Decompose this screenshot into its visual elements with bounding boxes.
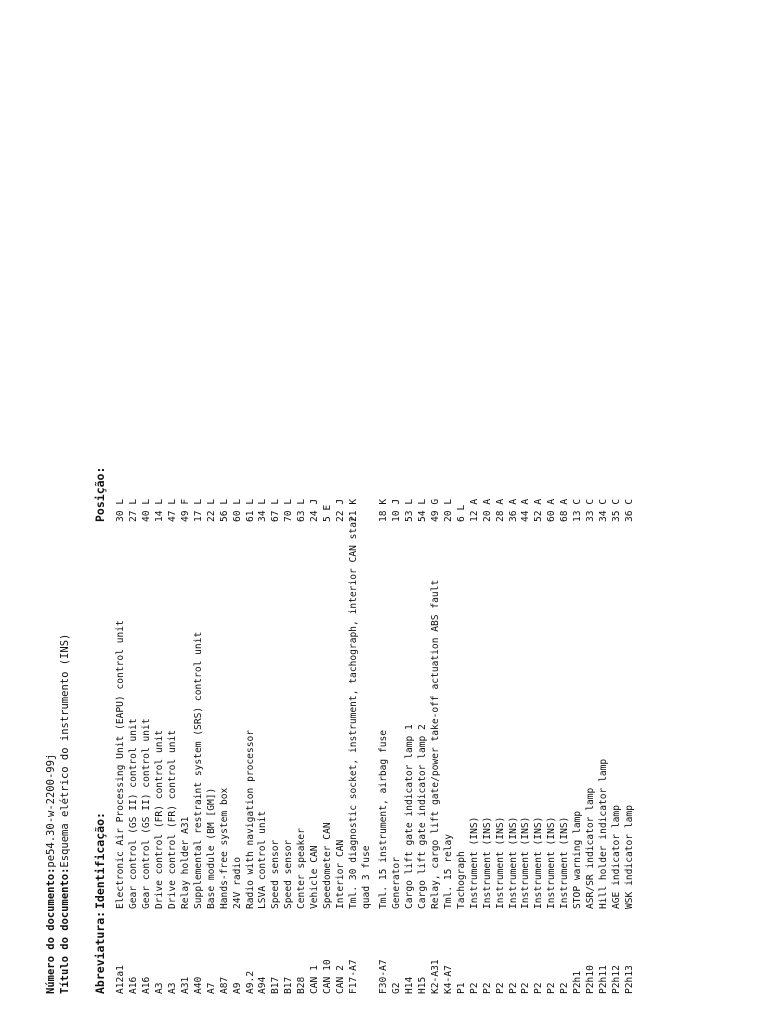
abbreviation-cell: P2h13 [624,965,636,994]
identification-cell: Instrument (INS) [546,816,558,909]
table-row [295,0,308,1024]
identification-cell: Speedometer CAN [322,822,334,909]
position-cell: 67 L [270,498,282,522]
table-row [377,0,390,1024]
abbreviation-cell: A3 [166,982,178,994]
identification-cell: Radio with navigation processor [244,729,256,909]
position-cell: 61 L [244,498,256,522]
document-title-label: Título do documento: [59,867,71,994]
table-row [507,0,520,1024]
identification-cell: Instrument (INS) [468,816,480,909]
document-number-label: Número do documento: [45,867,57,994]
table-row [179,0,192,1024]
table-row [153,0,166,1024]
document-number [46,754,57,994]
identification-cell: Vehicle CAN [309,845,321,909]
table-row [623,0,636,1024]
position-cell: 40 L [140,498,152,522]
table-row [571,0,584,1024]
position-cell: 18 K [378,498,389,522]
table-row [256,0,269,1024]
abbreviation-cell: G2 [390,982,402,994]
identification-cell: Interior CAN [335,839,347,909]
table-row [597,0,610,1024]
table-row [244,0,257,1024]
position-cell: 34 L [257,498,269,522]
position-cell: 30 L [115,498,126,522]
table-row [494,0,507,1024]
abbreviation-cell: B17 [270,976,282,994]
position-cell: 21 K [348,498,360,522]
position-cell: 68 A [559,498,571,522]
abbreviation-cell: P2h11 [598,965,610,994]
identification-cell: LSVA control unit [257,810,269,909]
identification-cell: Instrument (INS) [481,816,493,909]
identification-cell: Drive control (FR) control unit [153,729,165,909]
position-cell: 6 L [455,504,467,522]
identification-cell: Generator [390,857,402,909]
table-row [114,0,127,1024]
table-row [519,0,532,1024]
position-cell: 27 L [127,498,139,522]
table-row [429,0,442,1024]
abbreviation-cell: A16 [140,976,152,994]
table-row [455,0,468,1024]
abbreviation-cell: A16 [127,976,139,994]
position-cell: 24 J [309,498,321,522]
abbreviation-cell: P2 [520,982,532,994]
abbreviation-cell: P1 [455,982,467,994]
identification-cell: Tml. 30 diagnostic socket, instrument, tachograph, interior CAN star [348,516,360,909]
table-row [584,0,597,1024]
position-cell: 47 L [166,498,178,522]
identification-cell: Tml. 15 relay [442,833,454,909]
identification-cell: AGE indicator lamp [611,805,623,909]
abbreviation-cell: F17-A7 [348,959,360,994]
position-cell: 22 J [335,498,347,522]
identification-cell: STOP warning lamp [572,810,584,909]
abbreviation-cell: A12a1 [115,965,126,994]
position-cell: 60 A [546,498,558,522]
table-row [269,0,282,1024]
position-cell: 20 L [442,498,454,522]
identification-cell: Relay holder A31 [179,816,191,909]
identification-cell: quad 3 fuse [361,845,373,909]
abbreviation-cell: B28 [296,976,308,994]
position-cell: 22 L [205,498,217,522]
identification-cell: Speed sensor [270,839,282,909]
position-cell: 60 L [231,498,243,522]
table-row [390,0,403,1024]
table-row [321,0,334,1024]
identification-cell: Hill holder indicator lamp [598,758,610,909]
position-cell: 12 A [468,498,480,522]
abbreviation-cell: P2 [559,982,571,994]
document-number-value: pe54.30-w-2200-99j [45,753,57,868]
identification-column-header: Identificação: [93,812,107,909]
abbreviation-cell: A7 [205,982,217,994]
identification-cell: Hands-free system box [218,787,230,909]
abbreviation-cell: A3 [153,982,165,994]
abbreviation-cell: K2-A31 [429,959,441,994]
abbreviation-cell: K4-A7 [442,965,454,994]
abbreviation-cell: P2h10 [585,965,597,994]
table-row [360,0,373,1024]
identification-cell: Electronic Air Processing Unit (EAPU) control unit [115,620,126,909]
position-cell: 63 L [296,498,308,522]
abbreviation-cell: P2 [507,982,519,994]
identification-cell: Instrument (INS) [520,816,532,909]
table-row [481,0,494,1024]
table-row [308,0,321,1024]
abbreviation-cell: P2 [468,982,480,994]
position-cell: 20 A [481,498,493,522]
position-cell: 44 A [520,498,532,522]
position-cell: 56 L [218,498,230,522]
table-row [545,0,558,1024]
document-title [60,634,71,994]
position-column-header: Posição: [93,466,107,522]
abbreviation-cell: F30-A7 [378,959,389,994]
position-cell: 70 L [283,498,295,522]
abbreviation-cell: A9 [231,982,243,994]
table-row [416,0,429,1024]
table-row [442,0,455,1024]
table-row [558,0,571,1024]
table-row [468,0,481,1024]
abbreviation-cell: A40 [192,976,204,994]
identification-cell: Cargo lift gate indicator lamp 2 [416,724,428,909]
identification-cell: Speed sensor [283,839,295,909]
identification-cell: Cargo lift gate indicator lamp 1 [403,724,415,909]
table-row [127,0,140,1024]
abbreviation-cell: B17 [283,976,295,994]
abbreviation-cell: P2h12 [611,965,623,994]
identification-cell: 24V radio [231,857,243,909]
abbreviation-column-header: Abreviatura: [93,910,107,994]
abbreviation-cell: CAN 2 [335,965,347,994]
position-cell: 49 F [179,498,191,522]
abbreviation-cell: A31 [179,976,191,994]
abbreviation-cell: P2 [494,982,506,994]
position-cell: 17 L [192,498,204,522]
abbreviation-cell: A87 [218,976,230,994]
abbreviation-cell: H14 [403,976,415,994]
table-row [231,0,244,1024]
position-cell: 53 L [403,498,415,522]
identification-cell: ASR/SR indicator lamp [585,787,597,909]
table-row [347,0,360,1024]
identification-cell: Supplemental restraint system (SRS) control unit [192,631,204,909]
identification-cell: Drive control (FR) control unit [166,729,178,909]
position-cell: 35 C [611,498,623,522]
identification-cell: Tachograph [455,851,467,909]
position-cell: 10 J [390,498,402,522]
identification-cell: Tml. 15 instrument, airbag fuse [378,729,389,909]
table-row [532,0,545,1024]
abbreviation-cell: P2 [481,982,493,994]
identification-cell: Gear control (GS II) control unit [140,718,152,909]
identification-cell: Relay, cargo lift gate/power take-off actuation ABS fault [429,579,441,909]
position-cell: 52 A [533,498,545,522]
table-row [205,0,218,1024]
position-cell: 14 L [153,498,165,522]
position-cell: 28 A [494,498,506,522]
identification-cell: Instrument (INS) [559,816,571,909]
position-cell: 49 G [429,498,441,522]
table-row [166,0,179,1024]
position-cell: 33 C [585,498,597,522]
position-cell: 13 C [572,498,584,522]
abbreviation-cell: A9.2 [244,970,256,994]
table-row [140,0,153,1024]
table-row [192,0,205,1024]
position-cell: 36 C [624,498,636,522]
abbreviation-cell: A94 [257,976,269,994]
identification-cell: Center speaker [296,828,308,909]
identification-cell: WSK indicator lamp [624,805,636,909]
table-row [282,0,295,1024]
position-cell: 5 E [322,504,334,522]
document-title-value: Esquema elétrico do instrumento (INS) [59,633,71,868]
abbreviation-cell: CAN 10 [322,959,334,994]
abbreviation-cell: H15 [416,976,428,994]
abbreviation-cell: CAN 1 [309,965,321,994]
identification-cell: Instrument (INS) [494,816,506,909]
table-row [334,0,347,1024]
position-cell: 34 C [598,498,610,522]
identification-cell: Gear control (GS II) control unit [127,718,139,909]
position-cell: 36 A [507,498,519,522]
abbreviation-cell: P2h1 [572,970,584,994]
identification-cell: Instrument (INS) [507,816,519,909]
table-row [610,0,623,1024]
identification-cell: Instrument (INS) [533,816,545,909]
position-cell: 54 L [416,498,428,522]
identification-cell: Base module (BM [GM]) [205,787,217,909]
abbreviation-cell: P2 [546,982,558,994]
table-row [403,0,416,1024]
abbreviation-cell: P2 [533,982,545,994]
table-row [218,0,231,1024]
